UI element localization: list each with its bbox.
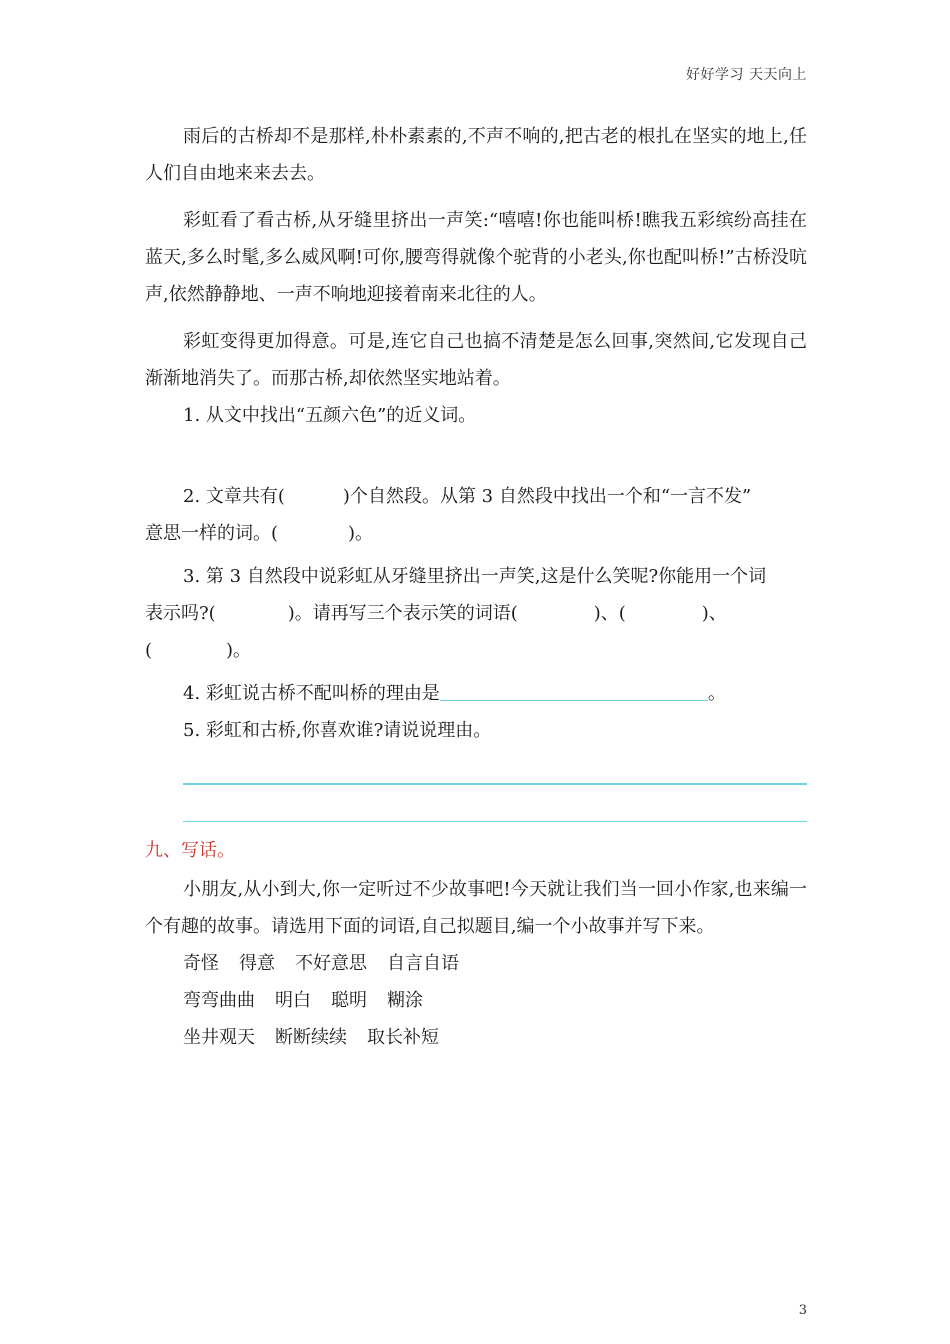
question-2: 2. 文章共有( )个自然段。从第 3 自然段中找出一个和“一言不发”	[183, 486, 752, 507]
passage-paragraph: 彩虹变得更加得意。可是,连它自己也搞不清楚是怎么回事,突然间,它发现自己渐渐地消失了。而那古桥,却依然坚实地站着。	[145, 331, 807, 389]
question-1: 1. 从文中找出“五颜六色”的近义词。	[183, 405, 477, 426]
question-4: 4. 彩虹说古桥不配叫桥的理由是 。	[145, 675, 807, 712]
word-row: 奇怪 得意 不好意思 自言自语	[183, 953, 459, 974]
page-number: 3	[798, 1303, 807, 1318]
word-row: 坐井观天 断断续续 取长补短	[183, 1027, 439, 1048]
answer-underline[interactable]	[440, 680, 708, 701]
worksheet-content	[145, 118, 807, 1056]
question-3-cont: 表示吗?( )。请再写三个表示笑的词语( )、( )、	[145, 603, 727, 624]
section-title: 九、写话。	[145, 840, 235, 861]
page-header: 好好学习 天天向上	[686, 67, 807, 83]
question-2-cont: 意思一样的词。( )。	[145, 523, 374, 544]
question-3: 3. 第 3 自然段中说彩虹从牙缝里挤出一声笑,这是什么笑呢?你能用一个词	[183, 566, 767, 587]
answer-line[interactable]	[183, 821, 807, 823]
question-3-cont2: ( )。	[145, 640, 252, 661]
question-5: 5. 彩虹和古桥,你喜欢谁?请说说理由。	[183, 720, 492, 741]
writing-prompt: 小朋友,从小到大,你一定听过不少故事吧!今天就让我们当一回小作家,也来编一个有趣的故事。请选用下面的词语,自己拟题目,编一个小故事并写下来。	[145, 879, 807, 937]
passage-paragraph: 彩虹看了看古桥,从牙缝里挤出一声笑:“嘻嘻!你也能叫桥!瞧我五彩缤纷高挂在蓝天,多么时髦,多么威风啊!可你,腰弯得就像个驼背的小老头,你也配叫桥!”古桥没吭声,依然静静地、一声不响地迎接着南来北往的人。	[145, 210, 807, 305]
word-row: 弯弯曲曲 明白 聪明 糊涂	[183, 990, 423, 1011]
answer-line[interactable]	[183, 783, 807, 785]
passage-paragraph: 雨后的古桥却不是那样,朴朴素素的,不声不响的,把古老的根扎在坚实的地上,任人们自由地来来去去。	[145, 126, 807, 184]
